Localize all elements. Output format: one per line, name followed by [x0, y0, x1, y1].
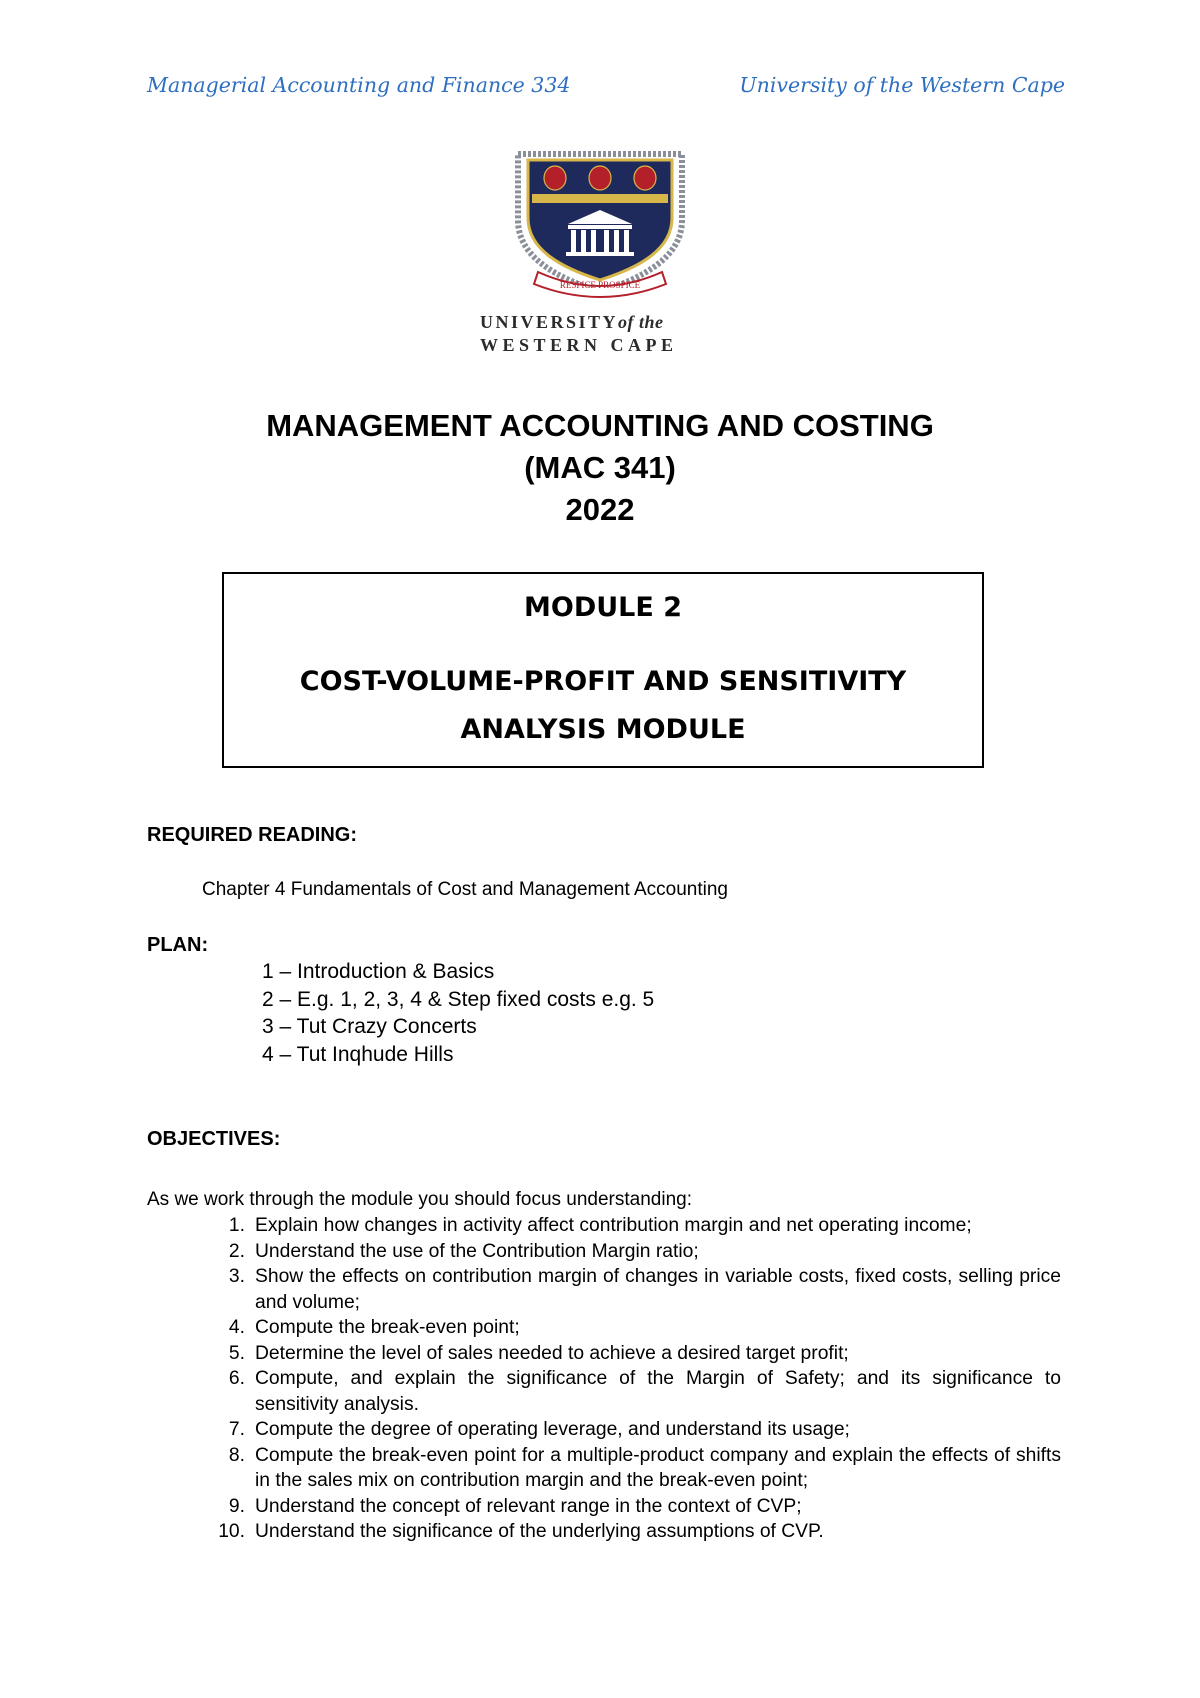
objectives-intro: As we work through the module you should focus understanding:: [147, 1189, 692, 1210]
module-number: MODULE 2: [524, 592, 682, 623]
module-title-line-1: COST-VOLUME-PROFIT AND SENSITIVITY: [299, 666, 907, 697]
university-crest-logo: [510, 150, 690, 300]
header-course-title: Managerial Accounting and Finance 334: [147, 73, 571, 97]
plan-item: 4 – Tut Inqhude Hills: [262, 1043, 454, 1066]
objectives-heading: OBJECTIVES:: [147, 1128, 281, 1150]
module-title: [224, 658, 982, 754]
module-title-line-2: ANALYSIS MODULE: [460, 714, 746, 745]
plan-heading: PLAN:: [147, 934, 209, 956]
university-wordmark: [480, 312, 740, 356]
course-code: (MAC 341): [524, 450, 676, 485]
course-year: 2022: [565, 492, 635, 527]
objective-item: 9. Understand the concept of relevant range in the context of CVP;: [228, 1495, 802, 1517]
required-reading-text: Chapter 4 Fundamentals of Cost and Management Accounting: [202, 879, 728, 900]
objective-item: 4. Compute the break-even point;: [228, 1317, 520, 1338]
objective-item: 7. Compute the degree of operating leverage, and understand its usage;: [228, 1419, 850, 1440]
header-university: University of the Western Cape: [739, 73, 1065, 97]
objectives-list: [147, 1213, 1061, 1545]
objective-item: 3. Show the effects on contribution margin of changes in variable costs, fixed costs, selling price and volume;: [228, 1266, 1061, 1313]
wordmark-line-1: UNIVERSITYof the: [480, 312, 664, 332]
objective-item: 1. Explain how changes in activity affect contribution margin and net operating income;: [228, 1215, 972, 1236]
wordmark-line-2: WESTERN CAPE: [480, 335, 678, 355]
objective-item: 6. Compute, and explain the significance of the Margin of Safety; and its significance to sensitivity analysis.: [228, 1368, 1061, 1415]
objective-item: 10. Understand the significance of the underlying assumptions of CVP.: [218, 1521, 824, 1542]
protea-flowers: [544, 166, 656, 190]
objective-item: 8. Compute the break-even point for a multiple-product company and explain the effects of shifts in the sales mix on contribution margin and the break-even point;: [228, 1444, 1061, 1491]
plan-item: 1 – Introduction & Basics: [262, 960, 495, 983]
crest-motto: RESPICE PROSPICE: [559, 280, 641, 290]
objective-item: 2. Understand the use of the Contribution Margin ratio;: [228, 1240, 699, 1262]
required-reading-heading: REQUIRED READING:: [147, 824, 358, 846]
plan-item: 3 – Tut Crazy Concerts: [262, 1015, 477, 1038]
crest-band: [532, 194, 668, 203]
plan-item: 2 – E.g. 1, 2, 3, 4 & Step fixed costs e.g. 5: [262, 988, 655, 1011]
module-box: [222, 572, 984, 768]
course-title: MANAGEMENT ACCOUNTING AND COSTING: [266, 408, 934, 443]
objective-item: 5. Determine the level of sales needed to achieve a desired target profit;: [228, 1342, 849, 1364]
